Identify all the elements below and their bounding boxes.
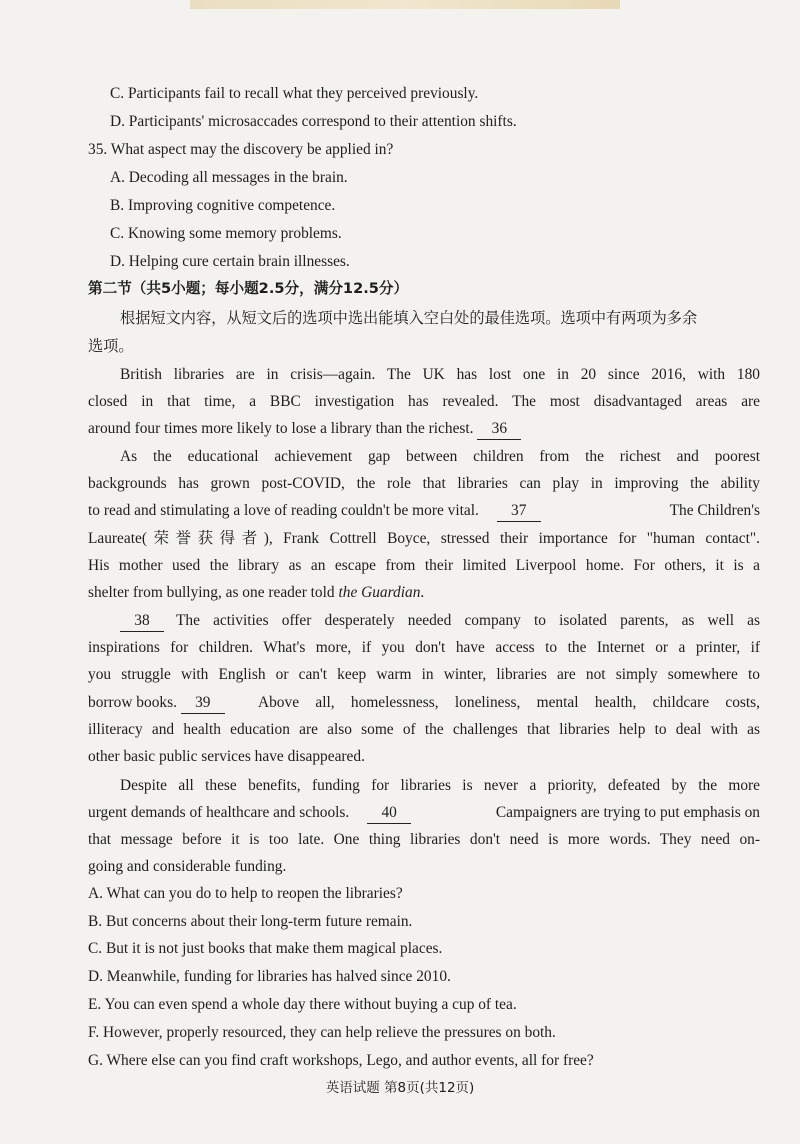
blank-37: 37: [497, 501, 541, 522]
option-a: A. What can you do to help to reopen the libraries?: [88, 885, 403, 902]
scan-edge: [190, 0, 620, 9]
page-footer: 英语试题 第8页(共12页): [325, 1080, 475, 1096]
passage-p1-line2: closed in that time, a BBC investigation has revealed. The most disadvantaged areas are: [88, 393, 760, 410]
blank-38: 38: [120, 611, 164, 632]
passage-p3-line4: borrow books. 39 Above all, homelessness, loneliness, mental health, childcare costs,: [88, 693, 760, 714]
q35-option-a: A. Decoding all messages in the brain.: [110, 169, 348, 186]
q35-stem: 35. What aspect may the discovery be applied in?: [88, 141, 394, 158]
newspaper-name: the Guardian: [338, 584, 421, 601]
passage-p1-line3: around four times more likely to lose a library than the richest. 36: [88, 419, 521, 440]
blank-39: 39: [181, 693, 225, 714]
passage-p2-line3: to read and stimulating a love of reading couldn't be more vital. 37 The Children's: [88, 501, 760, 522]
passage-p2-line6: shelter from bullying, as one reader told the Guardian.: [88, 584, 425, 601]
option-c: C. But it is not just books that make them magical places.: [88, 940, 443, 957]
passage-p3-line2: inspirations for children. What's more, if you don't have access to the Internet or a printer, if: [88, 639, 760, 656]
q34-option-c: C. Participants fail to recall what they perceived previously.: [110, 85, 479, 102]
section-heading: 第二节（共5小题；每小题2.5分，满分12.5分）: [88, 280, 409, 297]
passage-p3-line5: illiteracy and health education are also some of the challenges that libraries help to deal with as: [88, 721, 760, 738]
option-e: E. You can even spend a whole day there without buying a cup of tea.: [88, 996, 517, 1013]
passage-p2-line1: As the educational achievement gap between children from the richest and poorest: [120, 448, 760, 465]
passage-p2-line2: backgrounds has grown post-COVID, the role that libraries can play in improving the ability: [88, 475, 760, 492]
passage-p4-line1: Despite all these benefits, funding for libraries is never a priority, defeated by the more: [120, 777, 760, 794]
passage-p3-line6: other basic public services have disappeared.: [88, 748, 365, 765]
section-instruction-line1: 根据短文内容，从短文后的选项中选出能填入空白处的最佳选项。选项中有两项为多余: [120, 309, 698, 327]
q35-option-b: B. Improving cognitive competence.: [110, 197, 336, 214]
passage-p4-line2: urgent demands of healthcare and schools. 40 Campaigners are trying to put emphasis on: [88, 803, 760, 824]
option-g: G. Where else can you find craft workshops, Lego, and author events, all for free?: [88, 1052, 594, 1069]
passage-p1-line1: British libraries are in crisis—again. The UK has lost one in 20 since 2016, with 180: [120, 366, 760, 383]
option-d: D. Meanwhile, funding for libraries has halved since 2010.: [88, 968, 451, 985]
option-b: B. But concerns about their long-term future remain.: [88, 913, 413, 930]
blank-40: 40: [367, 803, 411, 824]
passage-p3-line1: 38 The activities offer desperately needed company to isolated parents, as well as: [120, 611, 760, 632]
passage-p4-line4: going and considerable funding.: [88, 858, 287, 875]
q35-option-c: C. Knowing some memory problems.: [110, 225, 342, 242]
passage-p4-line3: that message before it is too late. One thing libraries don't need is more words. They need on-: [88, 831, 760, 848]
q35-option-d: D. Helping cure certain brain illnesses.: [110, 253, 350, 270]
q34-option-d: D. Participants' microsaccades correspond to their attention shifts.: [110, 113, 517, 130]
passage-p2-line5: His mother used the library as an escape from their limited Liverpool home. For others, it is a: [88, 557, 760, 574]
section-instruction-line2: 选项。: [88, 337, 134, 355]
passage-p3-line3: you struggle with English or can't keep warm in winter, libraries are not simply somewhere to: [88, 666, 760, 683]
passage-p2-line4: Laureate(荣誉获得者), Frank Cottrell Boyce, stressed their importance for "human contact".: [88, 530, 760, 547]
option-f: F. However, properly resourced, they can help relieve the pressures on both.: [88, 1024, 556, 1041]
blank-36: 36: [477, 419, 521, 440]
